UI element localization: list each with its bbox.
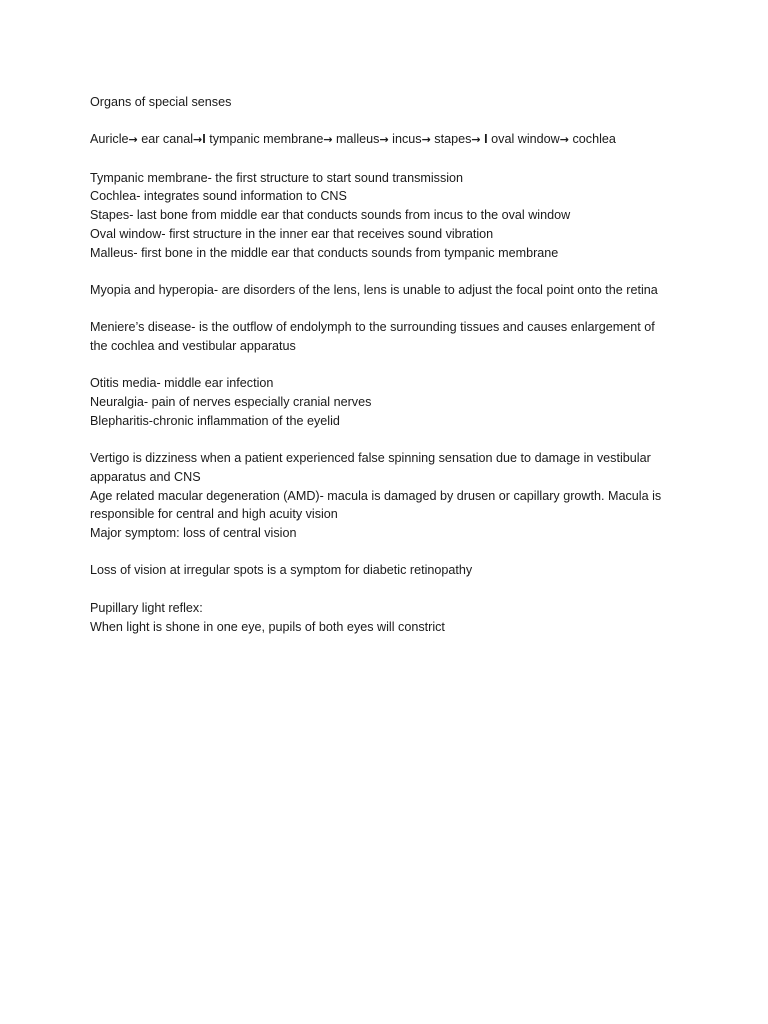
myopia-paragraph	[90, 281, 680, 300]
meniere-paragraph	[90, 318, 680, 355]
vertigo-line-2: apparatus and CNS	[90, 469, 201, 484]
reflex-title: Pupillary light reflex:	[90, 600, 203, 615]
pathway-step: ear canal	[137, 132, 194, 147]
pathway-step: incus	[388, 132, 422, 147]
pathway-separator: I	[484, 132, 488, 147]
definition-oval-window: Oval window- first structure in the inner ear that receives sound vibration	[90, 226, 494, 241]
arrow-right-icon: →	[379, 133, 389, 147]
document-title-block	[90, 93, 680, 112]
amd-major-symptom: Major symptom: loss of central vision	[90, 526, 297, 541]
pathway-step: tympanic membrane	[205, 132, 324, 147]
arrow-right-icon: →	[559, 133, 569, 147]
condition-neuralgia: Neuralgia- pain of nerves especially cranial nerves	[90, 395, 372, 410]
condition-otitis-media: Otitis media- middle ear infection	[90, 376, 274, 391]
arrow-right-icon: →	[471, 133, 481, 147]
reflex-paragraph	[90, 599, 680, 636]
document-page	[90, 93, 680, 655]
arrow-right-icon: →	[421, 133, 431, 147]
pathway-step: oval window	[487, 132, 560, 147]
definition-malleus: Malleus- first bone in the middle ear that conducts sounds from tympanic membrane	[90, 245, 559, 260]
retinopathy-text: Loss of vision at irregular spots is a symptom for diabetic retinopathy	[90, 563, 473, 578]
amd-line-1: Age related macular degeneration (AMD)- macula is damaged by drusen or capillary growth. Macula is	[90, 488, 662, 503]
meniere-line-1: Meniere’s disease- is the outflow of endolymph to the surrounding tissues and causes enlargement of	[90, 320, 655, 335]
pathway-step: cochlea	[568, 132, 616, 147]
pathway-separator: I	[202, 132, 206, 147]
retinopathy-paragraph	[90, 561, 680, 580]
structure-definitions	[90, 169, 680, 263]
vertigo-line-1: Vertigo is dizziness when a patient experienced false spinning sensation due to damage in vestibular	[90, 451, 651, 466]
document-title: Organs of special senses	[90, 95, 232, 109]
meniere-line-2: the cochlea and vestibular apparatus	[90, 339, 296, 354]
definition-stapes: Stapes- last bone from middle ear that conducts sounds from incus to the oval window	[90, 208, 571, 223]
hearing-pathway	[90, 130, 680, 150]
pathway-step: malleus	[332, 132, 380, 147]
arrow-right-icon: →	[193, 133, 203, 147]
definition-cochlea: Cochlea- integrates sound information to CNS	[90, 189, 347, 204]
arrow-right-icon: →	[323, 133, 333, 147]
pathway-step: stapes	[430, 132, 472, 147]
myopia-text: Myopia and hyperopia- are disorders of the lens, lens is unable to adjust the focal point onto the retina	[90, 282, 658, 297]
pathway-step: Auricle	[90, 132, 129, 147]
condition-blepharitis: Blepharitis-chronic inflammation of the eyelid	[90, 413, 340, 428]
arrow-right-icon: →	[128, 133, 138, 147]
conditions-list	[90, 374, 680, 430]
definition-tympanic-membrane: Tympanic membrane- the first structure to start sound transmission	[90, 170, 464, 185]
reflex-text: When light is shone in one eye, pupils of both eyes will constrict	[90, 619, 445, 634]
amd-line-2: responsible for central and high acuity vision	[90, 507, 338, 522]
hearing-pathway-line	[90, 130, 680, 150]
vertigo-amd-paragraph	[90, 449, 680, 543]
